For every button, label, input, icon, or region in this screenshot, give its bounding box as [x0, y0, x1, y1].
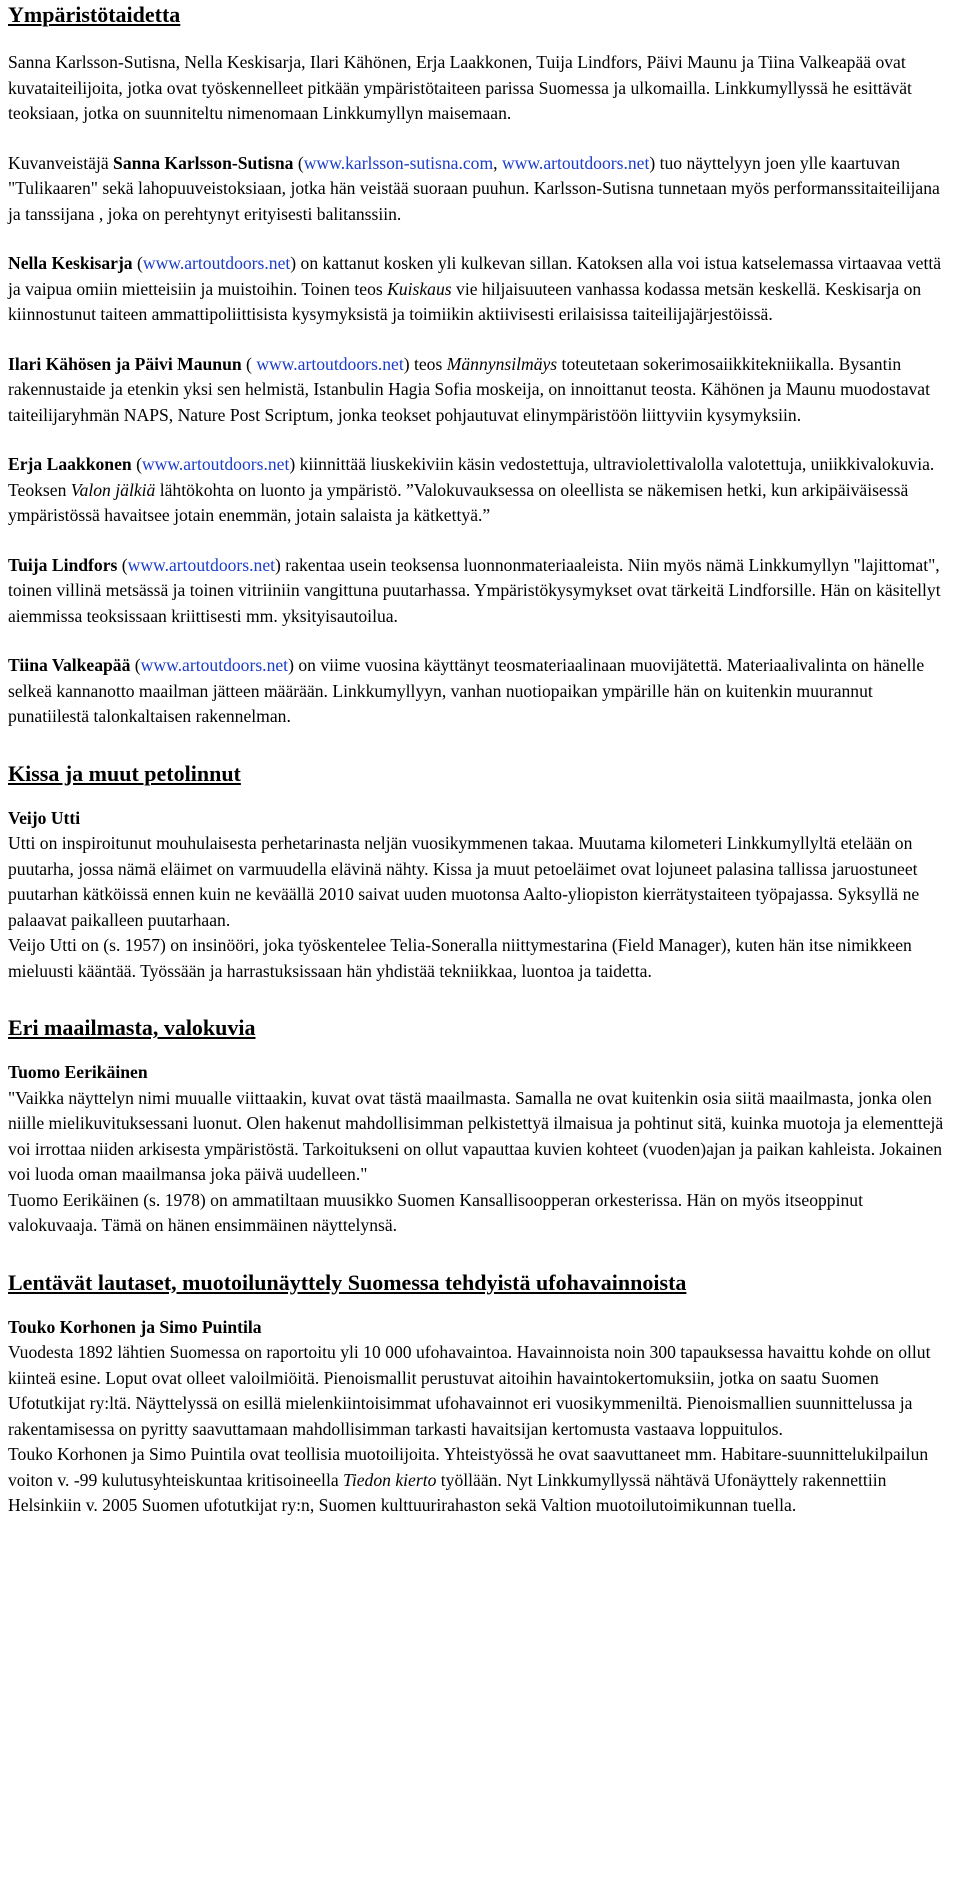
section-title-maailmat: Eri maailmasta, valokuvia	[8, 1015, 256, 1040]
section-kissa	[8, 760, 952, 985]
tuija-paragraph	[8, 553, 952, 630]
artist-name-touko-simo: Touko Korhonen ja Simo Puintila	[8, 1316, 262, 1337]
link-artoutdoors-tuija[interactable]: www.artoutdoors.net	[127, 554, 276, 575]
ufo-text-1: Touko Korhonen ja Simo Puintila ovat teollisia muotoilijoita. Yhteistyössä he ovat saavuttaneet mm. Habitare-suunnittelukilpailun voiton v. -99 kulutusyhteiskuntaa kritisoineella	[8, 1444, 929, 1490]
nella-open: (	[132, 253, 143, 273]
ufo-paragraph-2	[8, 1442, 952, 1519]
work-title-mannynsilmays: Männynsilmäys	[446, 353, 558, 374]
ufo-text-2: työllään. Nyt Linkkumyllyssä nähtävä Ufonäyttely rakennettiin Helsinkiin v. 2005 Suomen ufotutkijat ry:n, Suomen kulttuurirahaston sekä Valtion muotoilutoimikunnan tuella.	[8, 1469, 887, 1515]
artist-name-erja: Erja Laakkonen	[8, 454, 132, 474]
work-title-tiedon-kierto: Tiedon kierto	[343, 1469, 437, 1490]
tiina-open: (	[130, 655, 141, 675]
nella-paragraph	[8, 251, 952, 328]
tiina-text: ) on viime vuosina käyttänyt teosmateriaalinaan muovijätettä. Materiaalivalinta on hänelle selkeä kannanotto maailman jätteen määrään. Linkkumyllyyn, vanhan nuotiopaikan ympärille hän on kuitenkin muurannut punatiilestä talonkaltaisen rakennelman.	[8, 655, 925, 726]
artist-name-tiina: Tiina Valkeapää	[8, 655, 131, 675]
artist-name-tuomo: Tuomo Eerikäinen	[8, 1062, 148, 1082]
sanna-sep: ,	[493, 152, 502, 173]
section-ufo	[8, 1269, 952, 1519]
work-title-valon-jalkia: Valon jälkiä	[70, 479, 156, 500]
link-artoutdoors-erja[interactable]: www.artoutdoors.net	[141, 454, 290, 474]
tuija-text: ) rakentaa usein teoksensa luonnonmateriaaleista. Niin myös nämä Linkkumyllyn "lajittomat", toinen villinä metsässä ja toinen vitriiniin vangittuna puutarhassa. Ympäristökysymykset ovat tärkeitä Lindforsille. Hän on käsitellyt aiemmissa teoksissaan kriittisesti mm. yksityisautoilua.	[8, 554, 941, 626]
ilari-paragraph	[8, 352, 952, 429]
maailmat-paragraph-2: Tuomo Eerikäinen (s. 1978) on ammatiltaan muusikko Suomen Kansallisoopperan orkesterissa. Hän on myös itseoppinut valokuvaaja. Tämä on hänen ensimmäinen näyttelynsä.	[8, 1189, 863, 1235]
artist-name-veijo: Veijo Utti	[8, 807, 81, 828]
work-title-kuiskaus: Kuiskaus	[387, 278, 452, 299]
link-artoutdoors-tiina[interactable]: www.artoutdoors.net	[140, 655, 289, 675]
artist-name-sanna: Sanna Karlsson-Sutisna	[113, 152, 294, 173]
tiina-paragraph	[8, 653, 952, 730]
erja-paragraph	[8, 452, 952, 529]
erja-text-2: lähtökohta on luonto ja ympäristö. ”Valokuvauksessa on oleellista se näkemisen hetki, kun arkipäiväisessä ympäristössä havaitsee jotain enemmän, jotain salaista ja kätkettyä.”	[8, 479, 909, 525]
link-artoutdoors-nella[interactable]: www.artoutdoors.net	[142, 253, 291, 273]
kissa-paragraph-2: Veijo Utti on (s. 1957) on insinööri, joka työskentelee Telia-Soneralla niittymestarina (Field Manager), kuten hän itse nimikkeen mieluusti kääntää. Työssään ja harrastuksissaan hän yhdistää tekniikkaa, luontoa ja taidetta.	[8, 935, 912, 981]
erja-text-1: ) kiinnittää liuskekiviin käsin vedostettuja, ultraviolettivalolla valotettuja, uniikkivalokuvia. Teoksen	[8, 454, 935, 500]
link-artoutdoors-ilari[interactable]: www.artoutdoors.net	[256, 353, 404, 374]
link-karlsson-sutisna[interactable]: www.karlsson-sutisna.com	[303, 152, 494, 173]
section-maailmat	[8, 1014, 952, 1239]
sanna-paragraph	[8, 151, 952, 228]
artist-name-tuija: Tuija Lindfors	[8, 554, 118, 575]
page-title: Ympäristötaidetta	[8, 2, 181, 27]
sanna-open: (	[293, 152, 304, 173]
erja-open: (	[131, 454, 142, 474]
nella-text-1: ) on kattanut kosken yli kulkevan sillan. Katoksen alla voi istua katselemassa virtaavaa vettä ja vaipua omiin mietteisiin ja muistoihin. Toinen teos	[8, 253, 942, 299]
section-title-ufo: Lentävät lautaset, muotoilunäyttely Suomessa tehdyistä ufohavainnoista	[8, 1269, 687, 1295]
link-artoutdoors-sanna[interactable]: www.artoutdoors.net	[501, 152, 650, 173]
artist-name-ilari-paivi: Ilari Kähösen ja Päivi Maunun	[8, 353, 242, 374]
tuija-open: (	[117, 554, 128, 575]
kissa-paragraph-1: Utti on inspiroitunut mouhulaisesta perhetarinasta neljän vuosikymmenen takaa. Muutama kilometeri Linkkumyllyltä etelään on puutarha, jossa nämä eläimet on varmuudella elävinä nähty. Kissa ja muut petoeläimet ovat lojuneet palasina tallissa jaruostuneet puutarhan kätköissä ennen kuin ne keväällä 2010 saivat uuden muotonsa Aalto-yliopiston kierrätystaiteen työpajassa. Syksyllä ne palaavat paikalleen puutarhaan.	[8, 833, 920, 930]
maailmat-paragraph-1: "Vaikka näyttelyn nimi muualle viittaakin, kuvat ovat tästä maailmasta. Samalla ne ovat kuitenkin osia siitä maailmasta, jonka olen niille mielikuvituksessani luonut. Olen hakenut mahdollisimman pelkistettyä ilmaisua ja pohtinut sitä, kuinka muotoja ja elementtejä voi irrottaa niiden arkisesta ympäristöstä. Tarkoitukseni on ollut vapauttaa kuvien kohteet (vuoden)ajan ja paikan kahleista. Jokainen voi luoda oman maailmansa joka päivä uudelleen."	[8, 1087, 944, 1184]
ilari-open: (	[241, 353, 257, 374]
sanna-text: ) tuo näyttelyyn joen ylle kaartuvan "Tulikaaren" sekä lahopuuveistoksiaan, jotka hän veistää suoraan puuhun. Karlsson-Sutisna tunnetaan myös performanssitaiteilijana ja tanssijana , joka on perehtynyt erityisesti balitanssiin.	[8, 152, 940, 224]
ilari-text-1: ) teos	[403, 353, 447, 374]
nella-text-2: vie hiljaisuuteen vanhassa kodassa metsän keskellä. Keskisarja on kiinnostunut taiteen ammattipoliittisista kysymyksistä ja toimiikin aktiivisesti erilaisissa taiteilijajärjestöissä.	[8, 278, 922, 324]
ufo-paragraph-1: Vuodesta 1892 lähtien Suomessa on raportoitu yli 10 000 ufohavaintoa. Havainnoista noin 300 tapauksessa havaittu kohde on ollut kiinteä esine. Loput ovat olleet valoilmiöitä. Pienoismallit perustuvat aitoihin havaintokertomuksiin, jotka on saatu Suomen Ufotutkijat ry:ltä. Näyttelyssä on esillä mielenkiintoisimmat ufohavainnot eri vuosikymmeniltä. Pienoismallien suunnittelussa ja rakentamisessa on pyritty saavuttamaan mahdollisimman tarkasti havaitsijan kertomusta vastaava loppuitulos.	[8, 1342, 931, 1439]
ilari-text-2: toteutetaan sokerimosaiikkitekniikalla. Bysantin rakennustaide ja etenkin yksi sen helmistä, Istanbulin Hagia Sofia moskeija, on innoittanut teosta. Kähönen ja Maunu muodostavat taiteilijaryhmän NAPS, Nature Post Scriptum, jonka teokset pohjautuvat elinympäristöön liittyviin kysymyksiin.	[8, 353, 931, 425]
section-title-kissa: Kissa ja muut petolinnut	[8, 760, 241, 786]
sanna-prefix: Kuvanveistäjä	[8, 152, 114, 173]
intro-paragraph: Sanna Karlsson-Sutisna, Nella Keskisarja, Ilari Kähönen, Erja Laakkonen, Tuija Lindfors, Päivi Maunu ja Tiina Valkeapää ovat kuvataiteilijoita, jotka ovat työskennelleet pitkään ympäristötaiteen parissa Suomessa ja ulkomailla. Linkkumyllyssä he esittävät teoksiaan, jotka on suunniteltu nimenomaan Linkkumyllyn maisemaan.	[8, 52, 912, 123]
artist-name-nella: Nella Keskisarja	[8, 253, 133, 273]
